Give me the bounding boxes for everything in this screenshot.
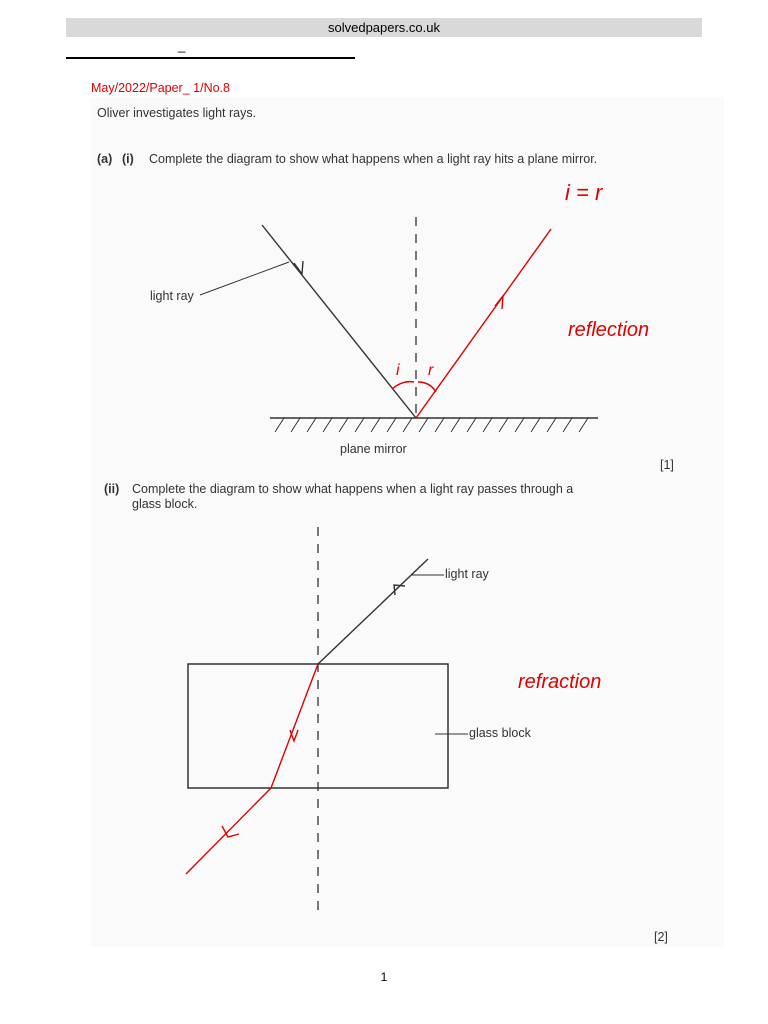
part-a-label: (a) [97,152,113,166]
marks-a: [1] [660,458,674,472]
light-ray-label-b: light ray [445,567,489,581]
light-ray-leader-a [200,262,289,295]
glass-block-label: glass block [469,726,531,740]
header-dash: _ [178,38,186,53]
part-a-prompt: Complete the diagram to show what happens when a light ray hits a plane mirror. [149,152,598,166]
annotation-r: r [428,362,434,379]
plane-mirror-label: plane mirror [340,442,407,456]
part-a-i-label: (i) [122,152,134,166]
refracted-ray [271,664,318,788]
paper-reference: May/2022/Paper_ 1/No.8 [91,81,230,95]
mirror-hatching [275,418,588,432]
intro-text: Oliver investigates light rays. [97,106,257,120]
angle-arc-i [392,382,414,389]
marks-b: [2] [654,930,668,944]
part-ii-prompt-line1: Complete the diagram to show what happens when a light ray passes through a [132,482,574,496]
angle-arc-r [418,382,436,392]
annotation-i: i [396,362,400,379]
page-number: 1 [380,970,388,984]
incident-ray-b [318,559,428,664]
reflection-diagram [200,217,598,432]
part-ii-label: (ii) [104,482,120,496]
emergent-ray [186,788,271,874]
annotation-refraction: refraction [518,671,602,693]
refraction-diagram [186,527,468,912]
annotation-i-equals-r: i = r [565,180,603,205]
reflected-ray [416,229,551,418]
part-ii-prompt-line2: glass block. [132,497,198,511]
site-header: solvedpapers.co.uk [66,18,702,37]
light-ray-label-a: light ray [150,289,194,303]
annotation-reflection: reflection [568,319,650,341]
